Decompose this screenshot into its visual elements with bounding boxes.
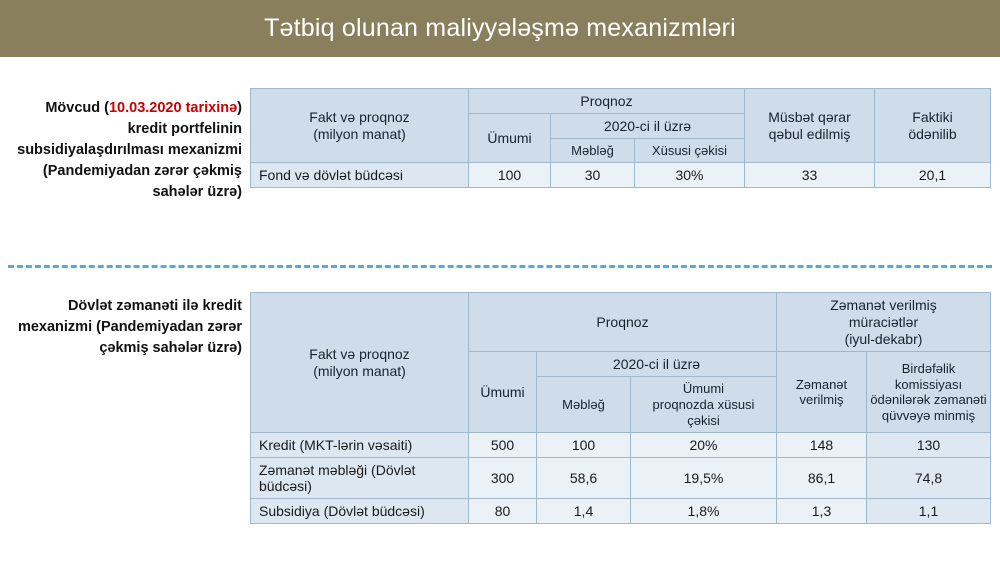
cell-guarantee-given: 148 [777, 433, 867, 458]
table-row [251, 458, 991, 499]
caption-top-prefix: Mövcud ( [45, 100, 109, 116]
header-guaranteed-applications [777, 293, 991, 352]
header-fact-forecast-line2: (milyon manat) [313, 362, 406, 379]
cell-meblegh: 1,4 [537, 499, 631, 524]
header-one-time-commission-line3: ödənilərək zəmanəti [870, 392, 987, 408]
header-one-time-commission-line2: komissiyası [894, 376, 963, 392]
header-guarantee-given-line2: verilmiş [799, 392, 844, 408]
header-positive-decision-line1: Müsbət qərar [768, 108, 851, 125]
section-divider [8, 265, 992, 268]
row-label: Zəmanət məbləği (Dövlət büdcəsi) [251, 458, 469, 499]
header-one-time-commission [867, 352, 991, 433]
cell-guarantee-given: 1,3 [777, 499, 867, 524]
cell-meblegh: 100 [537, 433, 631, 458]
cell-share: 20% [631, 433, 777, 458]
cell-guarantee-given: 86,1 [777, 458, 867, 499]
header-guaranteed-applications-line3: (iyul-dekabr) [844, 330, 923, 347]
table-row [251, 433, 991, 458]
header-positive-decision-line2: qəbul edilmiş [768, 125, 851, 142]
header-guaranteed-applications-line1: Zəmanət verilmiş [830, 297, 937, 313]
header-guarantee-given [777, 352, 867, 433]
page-title: Tətbiq olunan maliyyələşmə mexanizmləri [264, 14, 736, 42]
header-share-line3: çəkisi [687, 412, 720, 428]
cell-share: 19,5% [631, 458, 777, 499]
header-actually-paid-line2: ödənilib [908, 125, 957, 142]
table-subsidy-mechanism [250, 88, 991, 188]
cell-meblegh: 30 [551, 163, 635, 188]
cell-one-time-commission: 130 [867, 433, 991, 458]
slide-banner [0, 0, 1000, 57]
header-umumi: Ümumi [469, 352, 537, 433]
cell-umumi: 80 [469, 499, 537, 524]
header-one-time-commission-line1: Birdəfəlik [901, 361, 956, 377]
header-actually-paid [875, 89, 991, 163]
header-meblegh: Məbləğ [551, 139, 635, 163]
header-actually-paid-line1: Faktiki [912, 108, 953, 125]
caption-bottom [10, 296, 242, 359]
header-meblegh: Məbləğ [537, 377, 631, 433]
row-label: Subsidiya (Dövlət büdcəsi) [251, 499, 469, 524]
cell-actually-paid: 20,1 [875, 163, 991, 188]
header-proqnoz: Proqnoz [469, 293, 777, 352]
header-share-line2: proqnozda xüsusi [652, 396, 755, 412]
cell-share: 1,8% [631, 499, 777, 524]
caption-top-rest: kredit portfelinin subsidiyalaşdırılması mexanizmi (Pandemiyadan zərər çəkmiş sahələr üzrə) [17, 121, 242, 201]
caption-bottom-text: Dövlət zəmanəti ilə kredit mexanizmi (Pandemiyadan zərər çəkmiş sahələr üzrə) [17, 298, 242, 357]
table-header-row [251, 89, 991, 114]
header-year-2020: 2020-ci il üzrə [537, 352, 777, 377]
header-fact-forecast [251, 89, 469, 163]
header-guaranteed-applications-line2: müraciətlər [848, 313, 919, 330]
cell-meblegh: 58,6 [537, 458, 631, 499]
header-share-in-total-forecast [631, 377, 777, 433]
cell-xususi-cekisi: 30% [635, 163, 745, 188]
caption-top [10, 98, 242, 203]
header-fact-forecast-line2: (milyon manat) [313, 125, 406, 142]
header-fact-forecast [251, 293, 469, 433]
table-row [251, 499, 991, 524]
header-share-line1: Ümumi [682, 381, 725, 397]
header-xususi-cekisi: Xüsusi çəkisi [635, 139, 745, 163]
header-one-time-commission-line4: qüvvəyə minmiş [881, 407, 976, 423]
cell-umumi: 100 [469, 163, 551, 188]
header-guarantee-given-line1: Zəmanət [795, 376, 848, 392]
header-fact-forecast-line1: Fakt və proqnoz [309, 345, 410, 362]
header-proqnoz: Proqnoz [469, 89, 745, 114]
cell-umumi: 500 [469, 433, 537, 458]
table-header-row [251, 293, 991, 352]
cell-positive-decision: 33 [745, 163, 875, 188]
row-label: Kredit (MKT-lərin vəsaiti) [251, 433, 469, 458]
cell-one-time-commission: 1,1 [867, 499, 991, 524]
header-fact-forecast-line1: Fakt və proqnoz [309, 108, 410, 125]
caption-top-suffix: ) [237, 100, 242, 116]
header-umumi: Ümumi [469, 114, 551, 163]
header-positive-decision [745, 89, 875, 163]
cell-umumi: 300 [469, 458, 537, 499]
table-state-guarantee-mechanism [250, 292, 991, 524]
cell-one-time-commission: 74,8 [867, 458, 991, 499]
table-row [251, 163, 991, 188]
caption-top-date: 10.03.2020 tarixinə [108, 100, 238, 116]
row-label: Fond və dövlət büdcəsi [251, 163, 469, 188]
header-year-2020: 2020-ci il üzrə [551, 114, 745, 139]
